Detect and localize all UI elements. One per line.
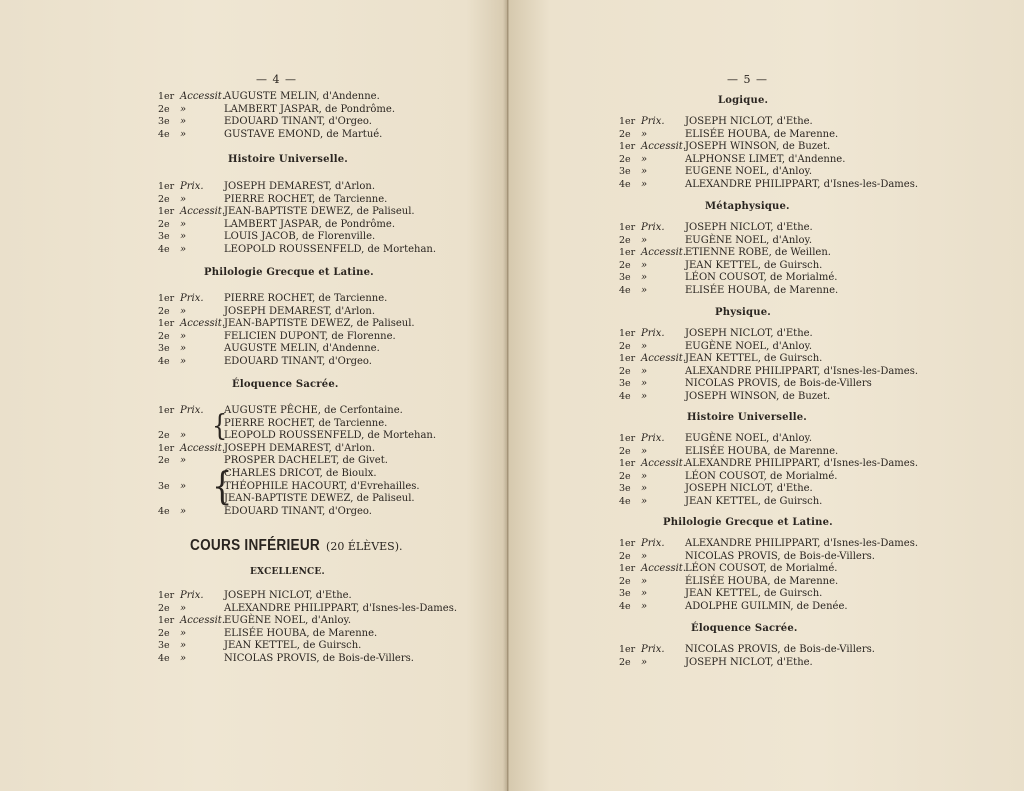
award-entry <box>158 330 458 343</box>
award-entry <box>619 537 919 550</box>
award-rank: 2e <box>619 340 631 352</box>
page-number: — 5 — <box>727 73 768 86</box>
award-type: Accessit. <box>641 563 686 575</box>
student-name: ALEXANDRE PHILIPPART, d'Isnes-les-Dames. <box>224 602 458 614</box>
award-entry <box>619 470 919 483</box>
award-rank: 1er <box>158 590 175 601</box>
student-name: LAMBERT JASPAR, de Pondrôme. <box>224 218 396 230</box>
award-rank: 1er <box>158 206 175 218</box>
award-rank: 2e <box>158 103 170 115</box>
student-name: JOSEPH NICLOT, d'Ethe. <box>685 116 813 127</box>
award-rank: 4e <box>619 496 631 507</box>
student-name: JOSEPH WINSON, de Buzet. <box>685 391 831 402</box>
student-name: JEAN-BAPTISTE DEWEZ, de Paliseul. <box>224 318 415 330</box>
award-type: » <box>641 483 648 495</box>
student-name: JEAN KETTEL, de Guirsch. <box>685 496 823 507</box>
right-page <box>509 0 1024 791</box>
award-type: » <box>180 627 187 639</box>
award-type: » <box>641 391 648 402</box>
award-type: » <box>641 234 648 246</box>
award-rank: 1er <box>619 563 636 575</box>
award-entry <box>619 643 919 656</box>
award-rank: 2e <box>619 153 631 165</box>
student-name: THÉOPHILE HACOURT, d'Evrehailles. <box>224 480 420 492</box>
award-rank: 2e <box>619 575 631 587</box>
student-name: JEAN KETTEL, de Guirsch. <box>685 353 823 365</box>
award-rank: 2e <box>619 445 631 457</box>
student-name: ALEXANDRE PHILIPPART, d'Isnes-les-Dames. <box>685 365 919 377</box>
award-rank: 2e <box>158 193 170 205</box>
award-entry <box>619 153 919 166</box>
student-name: PROSPER DACHELET, de Givet. <box>224 455 388 467</box>
award-entry <box>619 178 919 191</box>
award-entry <box>619 390 919 403</box>
award-entry <box>158 614 458 627</box>
award-rank: 2e <box>158 218 170 230</box>
award-entry <box>619 457 919 470</box>
award-rank: 2e <box>619 365 631 377</box>
student-name: ETIENNE ROBE, de Weillen. <box>685 247 831 259</box>
student-name: EUGÈNE NOEL, d'Anloy. <box>685 340 813 352</box>
award-entry <box>619 259 919 272</box>
award-type: Prix. <box>180 405 204 416</box>
page-number: — 4 — <box>256 73 297 86</box>
award-type: Accessit. <box>180 206 225 218</box>
section-heading: Éloquence Sacrée. <box>232 379 339 390</box>
award-entry <box>158 589 458 602</box>
award-type: » <box>180 128 187 140</box>
student-name: JEAN KETTEL, de Guirsch. <box>685 588 823 600</box>
award-entry <box>619 327 919 340</box>
student-name: JOSEPH DEMAREST, d'Arlon. <box>224 305 375 317</box>
student-name: JEAN-BAPTISTE DEWEZ, de Paliseul. <box>224 206 415 218</box>
award-rank: 1er <box>158 91 175 102</box>
award-entry <box>158 467 458 480</box>
student-name: JEAN KETTEL, de Guirsch. <box>685 259 823 271</box>
award-type: Prix. <box>641 644 665 655</box>
student-name: JEAN KETTEL, de Guirsch. <box>224 640 362 652</box>
award-rank: 1er <box>158 293 175 304</box>
award-rank: 4e <box>158 653 170 664</box>
award-type: Prix. <box>641 538 665 549</box>
award-entry <box>619 115 919 128</box>
award-rank: 1er <box>158 181 175 192</box>
student-name: EDOUARD TINANT, d'Orgeo. <box>224 505 372 517</box>
student-name: ALEXANDRE PHILIPPART, d'Isnes-les-Dames. <box>685 458 919 470</box>
award-rank: 1er <box>619 141 636 153</box>
student-name: CHARLES DRICOT, de Bioulx. <box>224 468 377 479</box>
award-rank: 2e <box>158 305 170 317</box>
award-type: Accessit. <box>641 141 686 153</box>
award-rank: 3e <box>619 588 631 600</box>
award-rank: 2e <box>619 550 631 562</box>
award-entry <box>158 404 458 417</box>
award-type: » <box>641 656 648 668</box>
award-entry <box>158 193 458 206</box>
award-type: » <box>180 505 187 517</box>
award-rank: 1er <box>158 615 175 627</box>
student-name: JOSEPH WINSON, de Buzet. <box>685 141 831 153</box>
student-name: LÉON COUSOT, de Morialmé. <box>685 470 838 482</box>
award-entry <box>158 230 458 243</box>
award-rank: 2e <box>619 470 631 482</box>
award-entry <box>619 128 919 141</box>
award-rank: 1er <box>619 116 636 127</box>
award-entry <box>619 562 919 575</box>
award-rank: 4e <box>619 179 631 190</box>
award-entry <box>158 305 458 318</box>
student-name: LEOPOLD ROUSSENFELD, de Mortehan. <box>224 244 437 255</box>
award-rank: 4e <box>158 244 170 255</box>
award-rank: 1er <box>619 458 636 470</box>
award-type: Accessit. <box>641 458 686 470</box>
section-heading: Logique. <box>718 95 769 106</box>
student-name: AUGUSTE MELIN, d'Andenne. <box>224 91 380 102</box>
student-name: ELISÉE HOUBA, de Marenne. <box>685 285 839 296</box>
award-entry <box>158 180 458 193</box>
award-rank: 1er <box>619 433 636 444</box>
award-rank: 3e <box>158 231 170 243</box>
award-entry <box>158 355 458 368</box>
award-type: » <box>641 340 648 352</box>
student-name: ADOLPHE GUILMIN, de Denée. <box>685 601 848 612</box>
award-rank: 2e <box>158 330 170 342</box>
award-entry <box>158 90 458 103</box>
award-entry <box>619 140 919 153</box>
award-rank: 3e <box>158 640 170 652</box>
award-type: Accessit. <box>641 247 686 259</box>
award-rank: 3e <box>619 166 631 178</box>
award-entry <box>158 218 458 231</box>
award-type: » <box>641 601 648 612</box>
section-heading: Histoire Universelle. <box>687 412 807 423</box>
award-entry <box>158 115 458 128</box>
award-type: » <box>641 378 648 390</box>
student-name: LOUIS JACOB, de Florenville. <box>224 231 376 243</box>
award-rank: 2e <box>158 602 170 614</box>
student-name: ELISÉE HOUBA, de Marenne. <box>685 128 839 140</box>
student-name: JOSEPH NICLOT, d'Ethe. <box>685 328 813 339</box>
award-type: » <box>180 455 187 467</box>
award-type: Prix. <box>180 590 204 601</box>
award-type: » <box>641 272 648 284</box>
award-rank: 4e <box>158 128 170 140</box>
section-heading: Physique. <box>715 307 771 318</box>
award-entry <box>619 246 919 259</box>
award-rank: 1er <box>158 318 175 330</box>
student-name: ÉLISÉE HOUBA, de Marenne. <box>685 575 839 587</box>
award-rank: 1er <box>619 644 636 655</box>
award-entry <box>619 656 919 669</box>
award-entry <box>619 432 919 445</box>
student-name: JOSEPH NICLOT, d'Ethe. <box>224 590 352 601</box>
award-type: » <box>180 430 187 442</box>
award-rank: 1er <box>619 247 636 259</box>
award-entry <box>158 342 458 355</box>
course-title-subtitle: (20 ÉLÈVES). <box>326 540 403 553</box>
brace-mark: { <box>212 463 233 509</box>
award-type: Prix. <box>641 222 665 233</box>
award-type: » <box>641 128 648 140</box>
award-entry <box>619 482 919 495</box>
student-name: EUGÈNE NOEL, d'Anloy. <box>224 615 352 627</box>
section-heading: Philologie Grecque et Latine. <box>663 517 833 528</box>
award-entry <box>158 205 458 218</box>
award-type: » <box>180 356 187 367</box>
award-type: » <box>641 166 648 178</box>
award-entry <box>158 627 458 640</box>
award-rank: 2e <box>158 430 170 442</box>
award-entry <box>158 292 458 305</box>
award-type: » <box>180 305 187 317</box>
award-rank: 1er <box>619 538 636 549</box>
student-name: LEOPOLD ROUSSENFELD, de Mortehan. <box>224 430 437 442</box>
award-entry <box>619 575 919 588</box>
student-name: JEAN-BAPTISTE DEWEZ, de Paliseul. <box>224 493 415 505</box>
award-type: Accessit. <box>641 353 686 365</box>
student-name: JOSEPH NICLOT, d'Ethe. <box>685 222 813 233</box>
student-name: EUGENE NOEL, d'Anloy. <box>685 166 813 178</box>
student-name: LÉON COUSOT, de Morialmé. <box>685 272 838 284</box>
student-name: JOSEPH NICLOT, d'Ethe. <box>685 656 813 668</box>
award-entry <box>619 587 919 600</box>
student-name: ALEXANDRE PHILIPPART, d'Isnes-les-Dames. <box>685 538 919 549</box>
student-name: JOSEPH DEMAREST, d'Arlon. <box>224 442 375 454</box>
award-type: Prix. <box>180 293 204 304</box>
brace-mark: { <box>212 409 228 443</box>
award-type: » <box>641 550 648 562</box>
award-type: » <box>641 285 648 296</box>
award-entry <box>619 377 919 390</box>
award-entry <box>619 600 919 613</box>
award-entry <box>158 454 458 467</box>
award-entry <box>158 652 458 665</box>
award-type: Prix. <box>641 116 665 127</box>
award-type: Prix. <box>641 433 665 444</box>
award-type: » <box>180 602 187 614</box>
course-title-text: COURS INFÉRIEUR <box>190 537 321 554</box>
award-rank: 3e <box>158 116 170 128</box>
award-entry <box>158 602 458 615</box>
award-rank: 1er <box>619 222 636 233</box>
award-entry <box>619 234 919 247</box>
student-name: LAMBERT JASPAR, de Pondrôme. <box>224 103 396 115</box>
student-name: GUSTAVE EMOND, de Martué. <box>224 128 383 140</box>
award-type: Accessit. <box>180 318 225 330</box>
award-rank: 4e <box>619 391 631 402</box>
award-rank: 2e <box>619 128 631 140</box>
student-name: EUGÈNE NOEL, d'Anloy. <box>685 433 813 444</box>
award-entry <box>619 352 919 365</box>
award-type: » <box>641 365 648 377</box>
student-name: NICOLAS PROVIS, de Bois-de-Villers <box>685 378 872 390</box>
award-type: » <box>641 470 648 482</box>
award-type: » <box>180 330 187 342</box>
award-type: » <box>641 179 648 190</box>
course-title <box>190 535 403 555</box>
award-rank: 4e <box>158 505 170 517</box>
award-rank: 4e <box>619 285 631 296</box>
section-heading: Histoire Universelle. <box>228 154 348 165</box>
award-rank: 3e <box>619 378 631 390</box>
award-rank: 3e <box>158 343 170 355</box>
award-entry <box>619 221 919 234</box>
student-name: ALPHONSE LIMET, d'Andenne. <box>685 153 846 165</box>
award-entry <box>619 365 919 378</box>
award-entry <box>619 284 919 297</box>
award-type: Prix. <box>641 328 665 339</box>
award-rank: 2e <box>619 259 631 271</box>
award-entry <box>158 128 458 141</box>
award-type: » <box>180 116 187 128</box>
award-type: » <box>641 445 648 457</box>
award-type: » <box>180 653 187 664</box>
student-name: AUGUSTE MELIN, d'Andenne. <box>224 343 380 355</box>
award-rank: 4e <box>619 601 631 612</box>
award-entry <box>619 340 919 353</box>
award-entry <box>158 492 458 505</box>
student-name: ELISÉE HOUBA, de Marenne. <box>685 445 839 457</box>
award-rank: 3e <box>619 483 631 495</box>
award-rank: 3e <box>158 480 170 492</box>
award-entry <box>619 495 919 508</box>
award-rank: 1er <box>619 353 636 365</box>
student-name: PIERRE ROCHET, de Tarcienne. <box>224 417 388 429</box>
student-name: PIERRE ROCHET, de Tarcienne. <box>224 293 388 304</box>
section-heading: Philologie Grecque et Latine. <box>204 267 374 278</box>
award-entry <box>158 505 458 518</box>
award-rank: 4e <box>158 356 170 367</box>
award-type: » <box>180 193 187 205</box>
award-type: » <box>641 259 648 271</box>
award-rank: 2e <box>619 656 631 668</box>
student-name: FELICIEN DUPONT, de Florenne. <box>224 330 396 342</box>
award-type: » <box>180 640 187 652</box>
student-name: NICOLAS PROVIS, de Bois-de-Villers. <box>685 550 875 562</box>
award-type: » <box>641 496 648 507</box>
award-entry <box>158 417 458 430</box>
student-name: EDOUARD TINANT, d'Orgeo. <box>224 116 372 128</box>
section-heading: EXCELLENCE. <box>250 567 325 577</box>
award-entry <box>158 639 458 652</box>
student-name: JOSEPH NICLOT, d'Ethe. <box>685 483 813 495</box>
award-entry <box>158 243 458 256</box>
student-name: ELISÉE HOUBA, de Marenne. <box>224 627 378 639</box>
award-entry <box>158 442 458 455</box>
student-name: EDOUARD TINANT, d'Orgeo. <box>224 356 372 367</box>
award-type: » <box>180 103 187 115</box>
section-heading: Métaphysique. <box>705 201 790 212</box>
award-type: » <box>641 575 648 587</box>
award-rank: 1er <box>158 405 175 416</box>
award-entry <box>619 165 919 178</box>
award-rank: 1er <box>619 328 636 339</box>
award-type: » <box>641 588 648 600</box>
award-rank: 2e <box>619 234 631 246</box>
award-type: » <box>180 343 187 355</box>
award-entry <box>619 550 919 563</box>
award-rank: 2e <box>158 627 170 639</box>
award-type: » <box>180 218 187 230</box>
student-name: ALEXANDRE PHILIPPART, d'Isnes-les-Dames. <box>685 179 919 190</box>
award-type: » <box>180 480 187 492</box>
student-name: NICOLAS PROVIS, de Bois-de-Villers. <box>224 653 414 664</box>
award-entry <box>158 429 458 442</box>
award-entry <box>619 445 919 458</box>
award-entry <box>158 103 458 116</box>
award-type: Accessit. <box>180 615 225 627</box>
award-rank: 1er <box>158 442 175 454</box>
section-heading: Éloquence Sacrée. <box>691 623 798 634</box>
award-type: » <box>180 244 187 255</box>
student-name: NICOLAS PROVIS, de Bois-de-Villers. <box>685 644 875 655</box>
award-type: Accessit. <box>180 91 225 102</box>
student-name: AUGUSTE PÊCHE, de Cerfontaine. <box>224 405 403 416</box>
award-type: Accessit. <box>180 442 225 454</box>
student-name: LÉON COUSOT, de Morialmé. <box>685 563 838 575</box>
award-type: Prix. <box>180 181 204 192</box>
award-type: » <box>180 231 187 243</box>
student-name: PIERRE ROCHET, de Tarcienne. <box>224 193 388 205</box>
student-name: JOSEPH DEMAREST, d'Arlon. <box>224 181 375 192</box>
left-page <box>0 0 508 791</box>
award-rank: 2e <box>158 455 170 467</box>
award-entry <box>158 317 458 330</box>
award-entry <box>619 271 919 284</box>
award-rank: 3e <box>619 272 631 284</box>
award-entry <box>158 480 458 493</box>
student-name: EUGÈNE NOEL, d'Anloy. <box>685 234 813 246</box>
award-type: » <box>641 153 648 165</box>
